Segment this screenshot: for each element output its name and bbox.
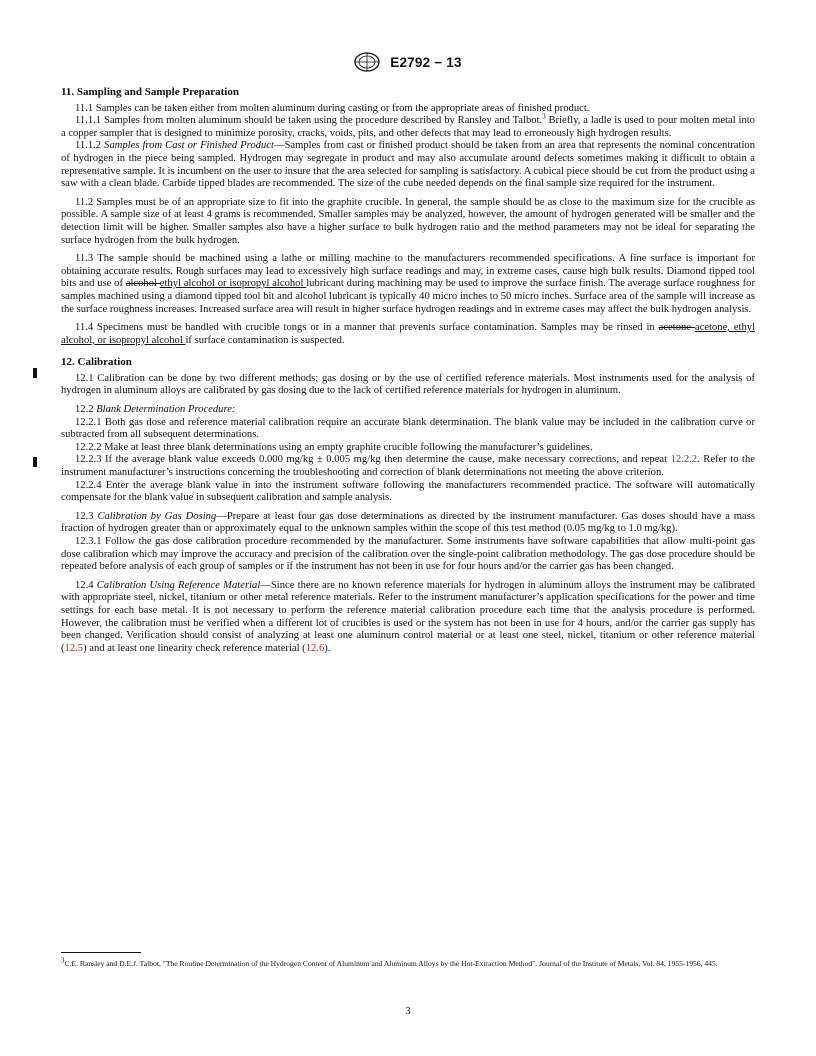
footnote: $^3$C.E. Ransley and D.E.J. Talbot, "The Routine Determination of the Hydrogen Content of Aluminum and Aluminum Alloys by the Hot-Extraction Method". Journal of the Institute of Metals, Vol. 84, 1955-1956, 445.	[61, 956, 718, 968]
inserted-text: ethyl alcohol or isopropyl alcohol	[159, 278, 307, 290]
inserted-text: acetone, ethyl alcohol, or isopropyl alcohol	[61, 322, 756, 346]
para-12-2-1: 12.2.1 Both gas dose and reference material calibration require an accurate blank determination. The blank value may be included in the calibration curve or subtracted from all subsequent determinations.	[61, 416, 755, 441]
document-id: E2792 − 13	[390, 54, 462, 70]
deleted-text: acetone	[658, 322, 695, 334]
page-number: 3	[405, 1006, 411, 1017]
footnote-divider	[61, 952, 141, 953]
xref-12-6-link[interactable]: 12.6	[305, 642, 325, 654]
para-12-3-1: 12.3.1 Follow the gas dose calibration procedure recommended by the manufacturer. Some instruments have software capabilities that allow multi-point gas dose calibration which may improve the accuracy and precision of the calibration over the single-point calibration methodology. The gas dose procedure should be repeated before analysis of each group of samples or if the instrument has not been in use for four hours and/or the carrier gas has been changed.	[61, 536, 755, 573]
para-12-2-2: 12.2.2 Make at least three blank determinations using an empty graphite crucible following the manufacturer’s guidelines.	[75, 441, 593, 453]
para-12-2-3: 12.2.3 If the average blank value exceeds 0.000 mg/kg ± 0.005 mg/kg then determine the cause, make necessary corrections, and repeat 12.2.2. Refer to the instrument manufacturer’s instructions concerning the troubleshooting and correction of blank determinations not meeting the above criterion.	[61, 454, 755, 479]
revision-bar	[33, 457, 37, 467]
para-12-3: 12.3 Calibration by Gas Dosing—Prepare at least four gas dose determinations as directed by the instrument manufacturer. Gas doses should have a mass fraction of hydrogen greater than or approximately equal to the unknown samples within the scope of this test method (0.05 mg/kg to 1.0 mg/kg).	[61, 510, 755, 535]
page-header	[0, 52, 816, 72]
page-content	[61, 86, 755, 655]
para-11-1-1: 11.1.1 Samples from molten aluminum should be taken using the procedure described by Ransley and Talbot.$^3$ Briefly, a ladle is used to pour molten metal into a copper sampler that is designed to minimize porosity, cracks, voids, pits, and other defects that may lead to erroneously high hydrogen results.	[61, 112, 755, 139]
footnote-ref[interactable]: 3	[542, 112, 546, 121]
para-12-4: 12.4 Calibration Using Reference Material—Since there are no known reference materials for hydrogen in aluminum alloys the instrument may be calibrated with appropriate steel, nickel, titanium or other metal reference materials. Refer to the instrument manufacturer’s application specifications for the power and time settings for each base metal. It is not necessary to perform the reference material calibration procedure each time that the analysis procedure is performed. However, the calibration must be verified when a different lot of crucibles is used or the system has not been in use for 4 hours, and/or the carrier gas supply has been changed. Verification should consist of analyzing at least one aluminum control material or at least one steel, nickel, titanium or other reference material (12.5) and at least one linearity check reference material (12.6).	[61, 579, 755, 654]
para-11-4: 11.4 Specimens must be handled with crucible tongs or in a manner that prevents surface contamination. Samples may be rinsed in acetone acetone, ethyl alcohol, or isopropyl alcohol if surface contamination is suspected.	[61, 322, 756, 346]
deleted-text: alcohol	[125, 278, 160, 290]
para-11-2: 11.2 Samples must be of an appropriate size to fit into the graphite crucible. In general, the sample should be as close to the maximum size for the crucible as possible. A sample size of at least 4 grams is recommended. Smaller samples may be analyzed, however, the amount of hydrogen generated will be smaller and the detection limit will be higher. Smaller samples also have a higher surface to bulk hydrogen ratio and the method parameters may not be ideal for separating the surface hydrogen from the bulk hydrogen.	[61, 196, 755, 246]
section-12-heading: 12. Calibration	[61, 356, 132, 369]
para-12-2: 12.2 Blank Determination Procedure:	[75, 404, 236, 416]
footnote-mark: 3	[61, 956, 65, 965]
section-11-heading: 11. Sampling and Sample Preparation	[61, 86, 239, 98]
para-11-3: 11.3 The sample should be machined using a lathe or milling machine to the manufacturers recommended specifications. A fine surface is important for obtaining accurate results. Rough surfaces may lead to excessively high surface readings and may, in extreme cases, cause high bulk results. Diamond tipped tool bits and use of alcohol ethyl alcohol or isopropyl alcohol lubricant during machining may be used to improve the surface finish. The average surface roughness for samples machined using a diamond tipped tool bit and alcohol lubricant is typically 40 micro inches to 50 micro inches. Surface area of the sample will increase as the surface roughness increases. Increased surface area will result in higher surface hydrogen readings and in extreme cases may affect the bulk hydrogen analysis.	[61, 253, 755, 315]
para-12-2-4: 12.2.4 Enter the average blank value in into the instrument software following the manufacturers recommended practice. The software will automatically compensate for the blank value in subsequent calibration and sample analysis.	[61, 479, 755, 504]
para-11-1: 11.1 Samples can be taken either from molten aluminum during casting or from the appropriate areas of finished product.	[75, 102, 590, 114]
xref-12-5-link[interactable]: 12.5	[64, 642, 84, 654]
para-12-1: 12.1 Calibration can be done by two different methods; gas dosing or by the use of certified reference materials. Most instruments used for the analysis of hydrogen in aluminum alloys are calibrated by gas dosing due to the lack of certified reference materials for hydrogen in aluminum.	[61, 372, 755, 397]
para-11-1-2: 11.1.2 Samples from Cast or Finished Product—Samples from cast or finished product should be taken from an area that represents the nominal concentration of hydrogen in the piece being sampled. Hydrogen may segregate in product and may also accumulate around defects sometimes making it difficult to obtain a representative sample. It is incumbent on the user to insure that the area selected for sampling is satisfactory. A cubical piece should be cut from the product using a saw with a clean blade. Carbide tipped blades are recommended. The size of the cube needed depends on the final sample size required for the instrument.	[61, 140, 755, 190]
astm-logo-icon	[354, 52, 380, 72]
xref-12-2-2-link[interactable]: 12.2.2	[670, 454, 698, 466]
revision-bar	[33, 368, 37, 378]
